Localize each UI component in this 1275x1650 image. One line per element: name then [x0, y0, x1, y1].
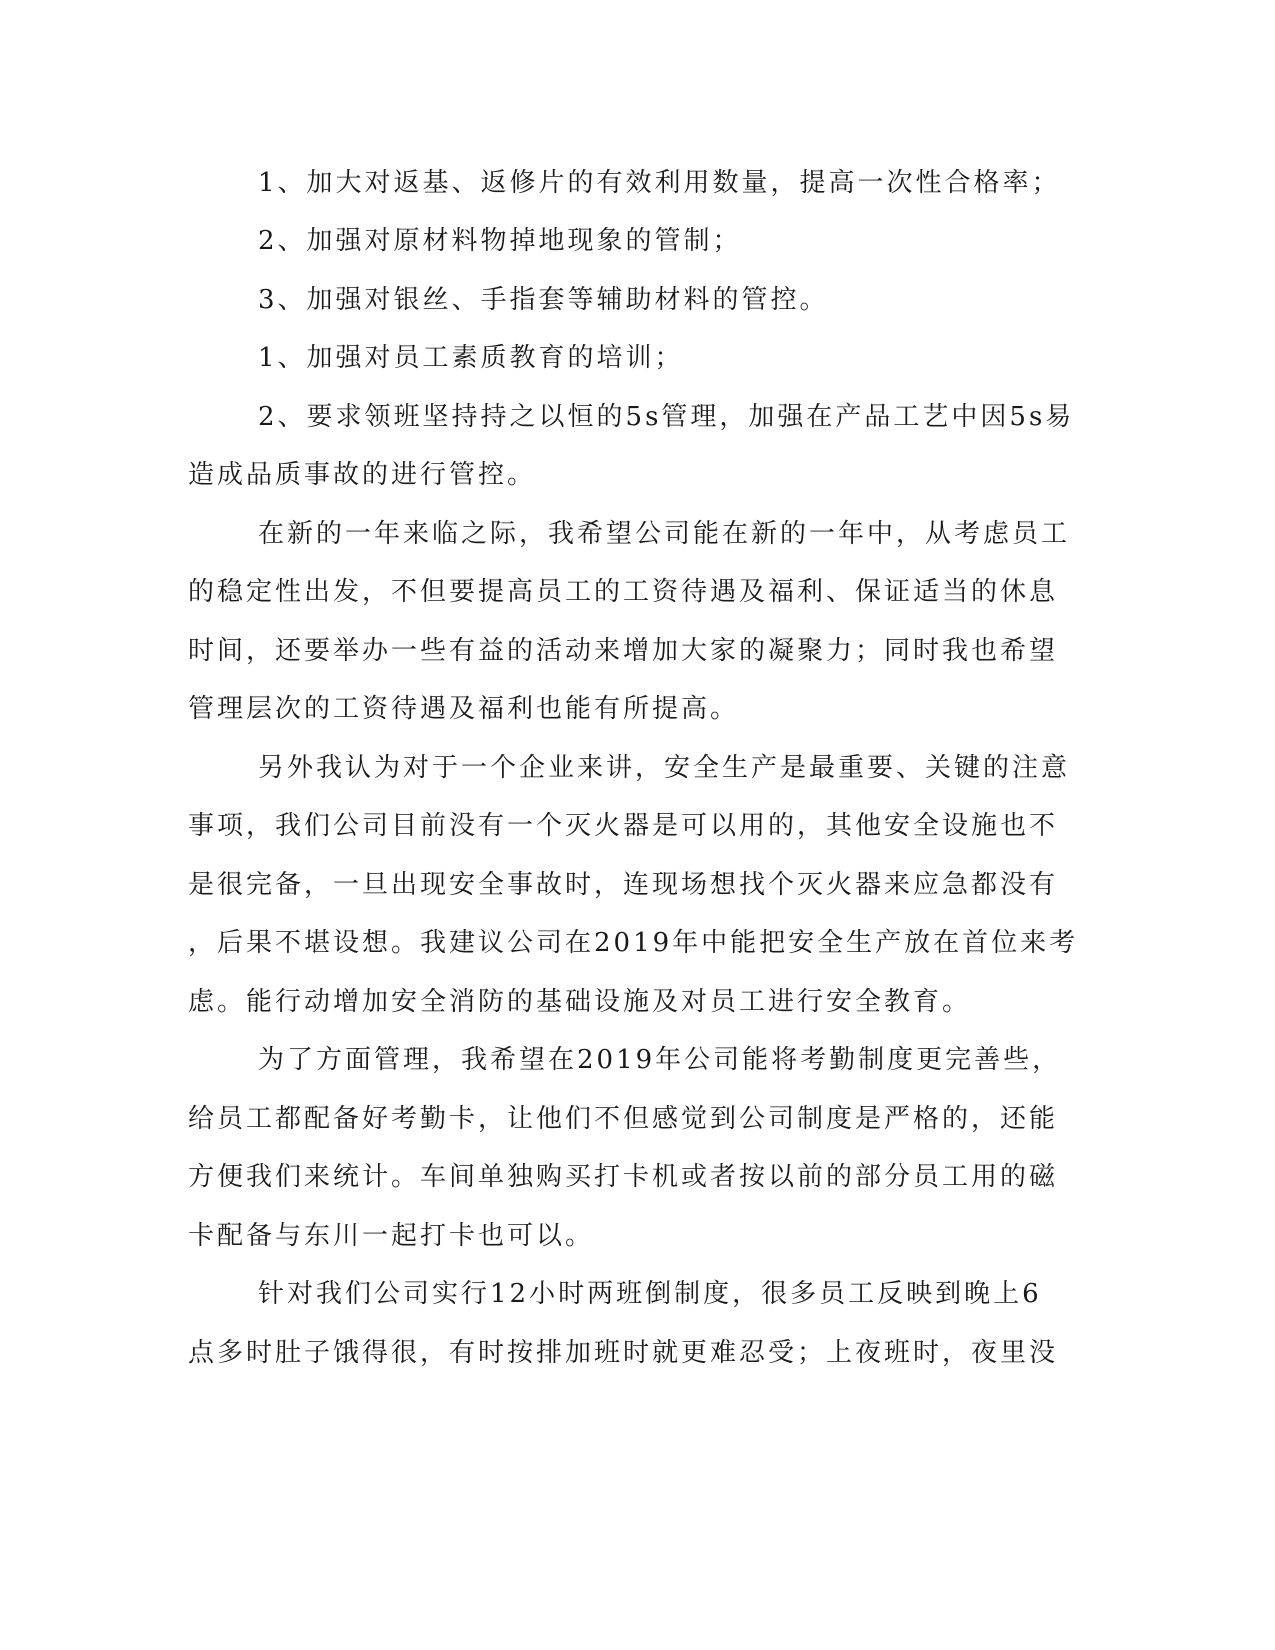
paragraph-line: 点多时肚子饿得很，有时按排加班时就更难忍受；上夜班时，夜里没: [188, 1338, 1059, 1368]
paragraph-line: 在新的一年来临之际，我希望公司能在新的一年中，从考虑员工: [258, 519, 1071, 549]
paragraph-line: 另外我认为对于一个企业来讲，安全生产是最重要、关键的注意: [258, 753, 1071, 783]
paragraph-line: 事项，我们公司目前没有一个灭火器是可以用的，其他安全设施也不: [188, 811, 1059, 841]
paragraph-line: 针对我们公司实行12小时两班倒制度，很多员工反映到晚上6: [258, 1279, 1042, 1309]
paragraph-line: 造成品质事故的进行管控。: [188, 460, 537, 490]
paragraph-line: 时间，还要举办一些有益的活动来增加大家的凝聚力；同时我也希望: [188, 636, 1059, 666]
list-item: 2、要求领班坚持持之以恒的5s管理，加强在产品工艺中因5s易: [258, 402, 1075, 432]
paragraph-line: 给员工都配备好考勤卡，让他们不但感觉到公司制度是严格的，还能: [188, 1104, 1059, 1134]
paragraph-line: 虑。能行动增加安全消防的基础设施及对员工进行安全教育。: [188, 987, 972, 1017]
paragraph-line: 的稳定性出发，不但要提高员工的工资待遇及福利、保证适当的休息: [188, 577, 1059, 607]
paragraph-line: 是很完备，一旦出现安全事故时，连现场想找个灭火器来应急都没有: [188, 870, 1059, 900]
paragraph-line: 卡配备与东川一起打卡也可以。: [188, 1221, 595, 1251]
paragraph-line: 方便我们来统计。车间单独购买打卡机或者按以前的部分员工用的磁: [188, 1162, 1059, 1192]
paragraph-line: 为了方面管理，我希望在2019年公司能将考勤制度更完善些，: [258, 1045, 1062, 1075]
paragraph-line: ，后果不堪设想。我建议公司在2019年中能把安全生产放在首位来考: [188, 928, 1079, 958]
list-item: 2、加强对原材料物掉地现象的管制；: [258, 226, 742, 256]
list-item: 1、加大对返基、返修片的有效利用数量，提高一次性合格率；: [258, 168, 1061, 198]
paragraph-line: 管理层次的工资待遇及福利也能有所提高。: [188, 694, 740, 724]
list-item: 1、加强对员工素质教育的培训；: [258, 343, 684, 373]
list-item: 3、加强对银丝、手指套等辅助材料的管控。: [258, 285, 829, 315]
